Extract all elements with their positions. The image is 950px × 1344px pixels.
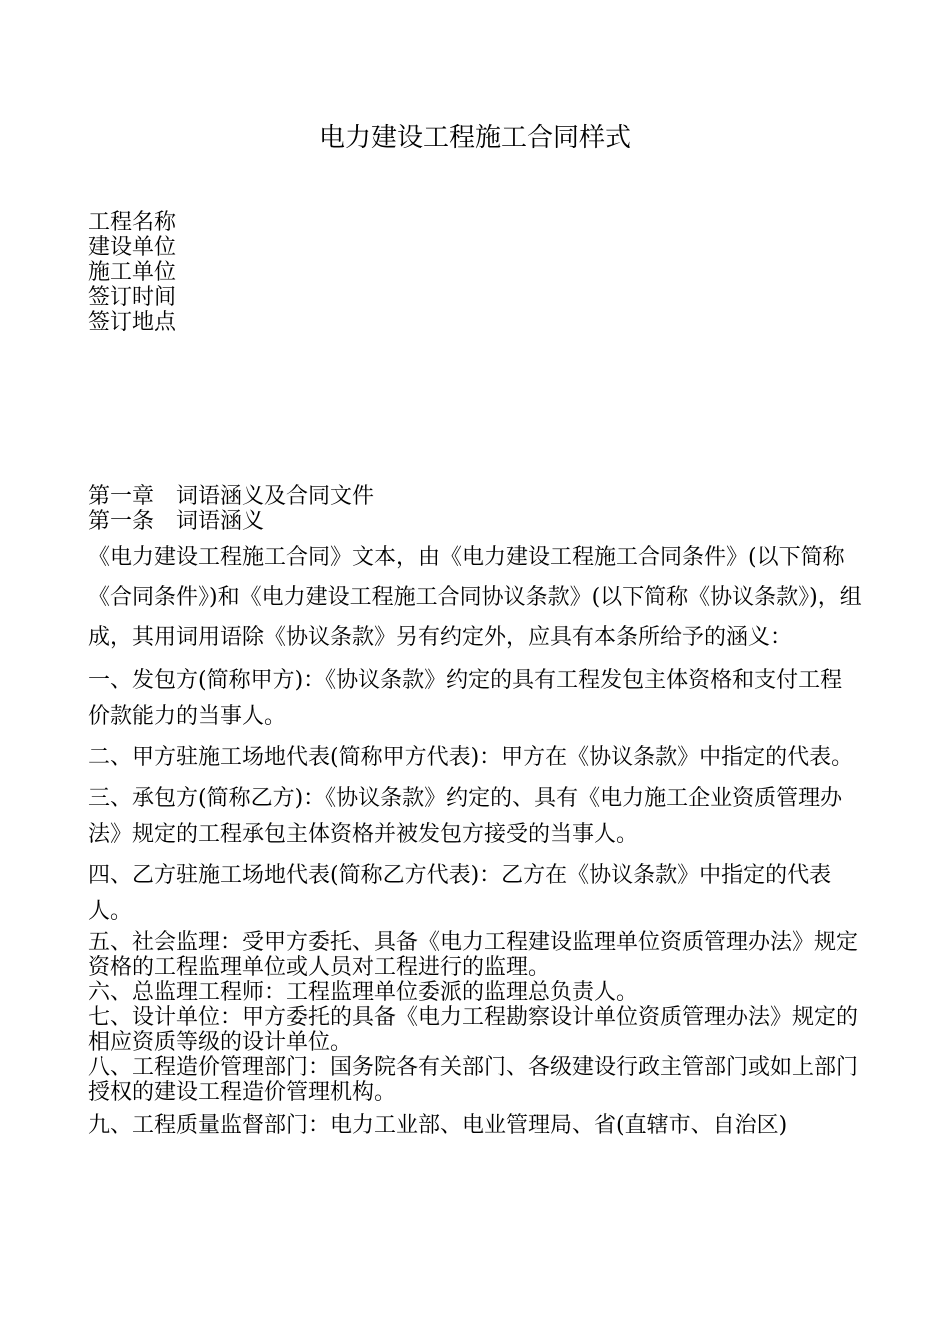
definition-item: 五、社会监理：受甲方委托、具备《电力工程建设监理单位资质管理办法》规定资格的工程监理单位或人员对工程进行的监理。 [88, 930, 859, 980]
contract-meta-fields [88, 210, 868, 335]
article-number: 第一条 [88, 509, 155, 534]
chapter-heading [88, 484, 864, 509]
article-name: 词语涵义 [176, 509, 265, 534]
definition-item: 三、承包方(简称乙方)：《协议条款》约定的、具有《电力施工企业资质管理办法》规定的工程承包主体资格并被发包方接受的当事人。 [88, 786, 843, 847]
chapter-name: 词语涵义及合同文件 [176, 484, 375, 509]
article-heading [88, 509, 864, 534]
meta-project-name: 工程名称 [88, 210, 177, 235]
definition-item: 六、总监理工程师：工程监理单位委派的监理总负责人。 [88, 980, 639, 1005]
chapter-number: 第一章 [88, 484, 155, 509]
definition-item: 一、发包方(简称甲方)：《协议条款》约定的具有工程发包主体资格和支付工程价款能力的当事人。 [88, 668, 843, 729]
meta-signing-place: 签订地点 [88, 310, 177, 335]
definition-item: 四、乙方驻施工场地代表(简称乙方代表)：乙方在《协议条款》中指定的代表人。 [88, 863, 832, 924]
definition-item: 二、甲方驻施工场地代表(简称甲方代表)：甲方在《协议条款》中指定的代表。 [88, 745, 854, 770]
document-title: 电力建设工程施工合同样式 [318, 123, 631, 153]
definition-item: 九、工程质量监督部门：电力工业部、电业管理局、省(直辖市、自治区) [88, 1113, 788, 1138]
meta-contractor: 施工单位 [88, 260, 177, 285]
meta-signing-date: 签订时间 [88, 285, 177, 310]
definition-item: 七、设计单位：甲方委托的具备《电力工程勘察设计单位资质管理办法》规定的相应资质等级的设计单位。 [88, 1005, 859, 1055]
meta-employer: 建设单位 [88, 235, 177, 260]
intro-paragraph: 《电力建设工程施工合同》文本，由《电力建设工程施工合同条件》(以下简称《合同条件》)和《电力建设工程施工合同协议条款》(以下简称《协议条款》)，组成，其用词用语除《协议条款》另有约定外，应具有本条所给予的涵义： [88, 545, 862, 650]
document-body [88, 484, 864, 1138]
definition-item: 八、工程造价管理部门：国务院各有关部门、各级建设行政主管部门或如上部门授权的建设工程造价管理机构。 [88, 1055, 859, 1105]
